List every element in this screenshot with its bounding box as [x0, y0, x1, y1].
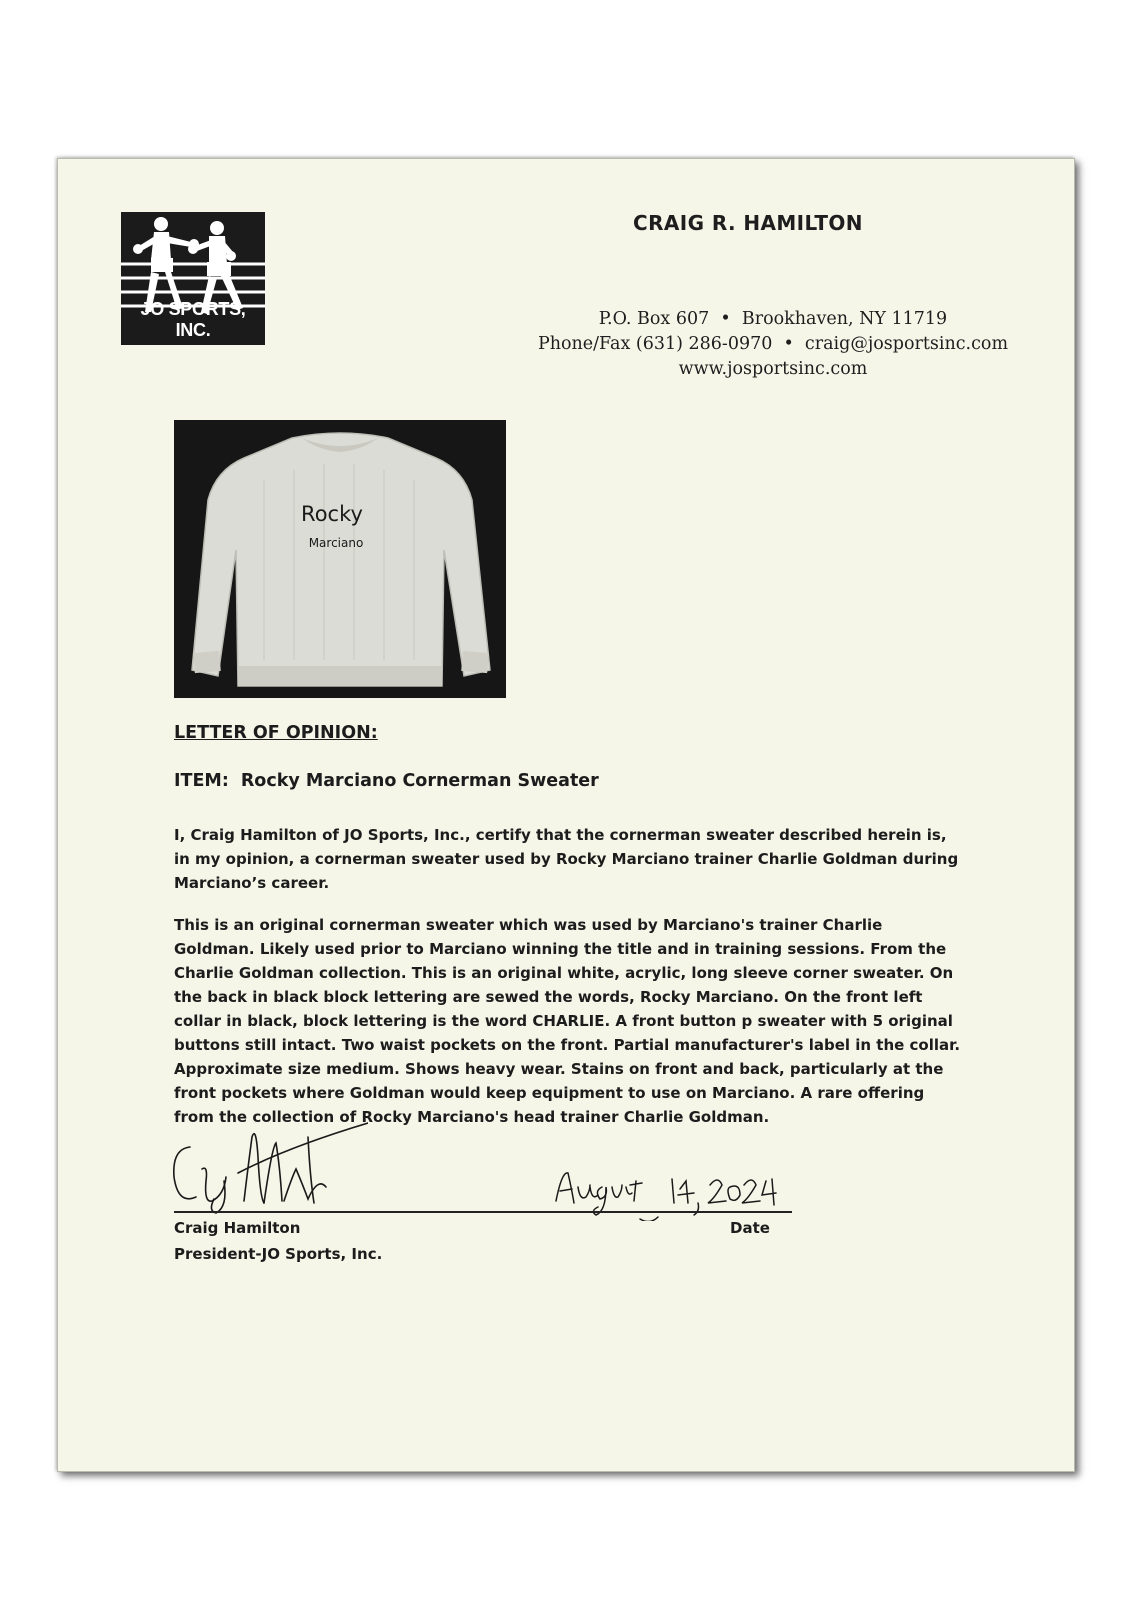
sweater-photo [174, 420, 506, 698]
sweater-image [174, 420, 506, 698]
signer-title: President-JO Sports, Inc. [174, 1245, 383, 1263]
address-line: P.O. Box 607 • Brookhaven, NY 11719 [598, 309, 948, 329]
letter-heading: LETTER OF OPINION: [174, 723, 378, 743]
item-label: ITEM: [174, 771, 229, 791]
website-line: www.josportsinc.com [678, 359, 868, 379]
letterhead-address-block [523, 307, 1023, 382]
date-label: Date [730, 1219, 770, 1237]
description-paragraph: This is an original cornerman sweater which was used by Marciano's trainer Charlie Goldman. Likely used prior to Marciano winning the title and in training sessions. From the Charlie Goldman collection. This is an original white, acrylic, long sleeve corner sweater. On the back in black block lettering are sewed the words, Rocky Marciano. On the front left collar in black, block lettering is the word CHARLIE. A front button p sweater with 5 original buttons still intact. Two waist pockets on the front. Partial manufacturer's label in the collar. Approximate size medium. Shows heavy wear. Stains on front and back, particularly at the front pockets where Goldman would keep equipment to use on Marciano. A rare offering from the collection of Rocky Marciano's head trainer Charlie Goldman. [174, 916, 961, 1126]
letterhead-name: CRAIG R. HAMILTON [633, 211, 863, 235]
sweater-lettering-rocky: Rocky [301, 502, 363, 526]
signature-line [174, 1211, 792, 1213]
jo-sports-logo [121, 212, 265, 345]
letter-page [57, 158, 1075, 1472]
contact-line: Phone/Fax (631) 286-0970 • craig@josportsinc.com [537, 334, 1009, 354]
item-line [174, 771, 599, 791]
item-value: Rocky Marciano Cornerman Sweater [240, 771, 599, 791]
signature-image [168, 1107, 368, 1217]
sweater-lettering-marciano: Marciano [308, 536, 364, 550]
certification-paragraph: I, Craig Hamilton of JO Sports, Inc., certify that the cornerman sweater described herein is, in my opinion, a cornerman sweater used by Rocky Marciano trainer Charlie Goldman during Marciano’s career. [174, 826, 959, 892]
logo-text: JO SPORTS, INC. [140, 299, 246, 340]
signer-name: Craig Hamilton [174, 1219, 301, 1237]
